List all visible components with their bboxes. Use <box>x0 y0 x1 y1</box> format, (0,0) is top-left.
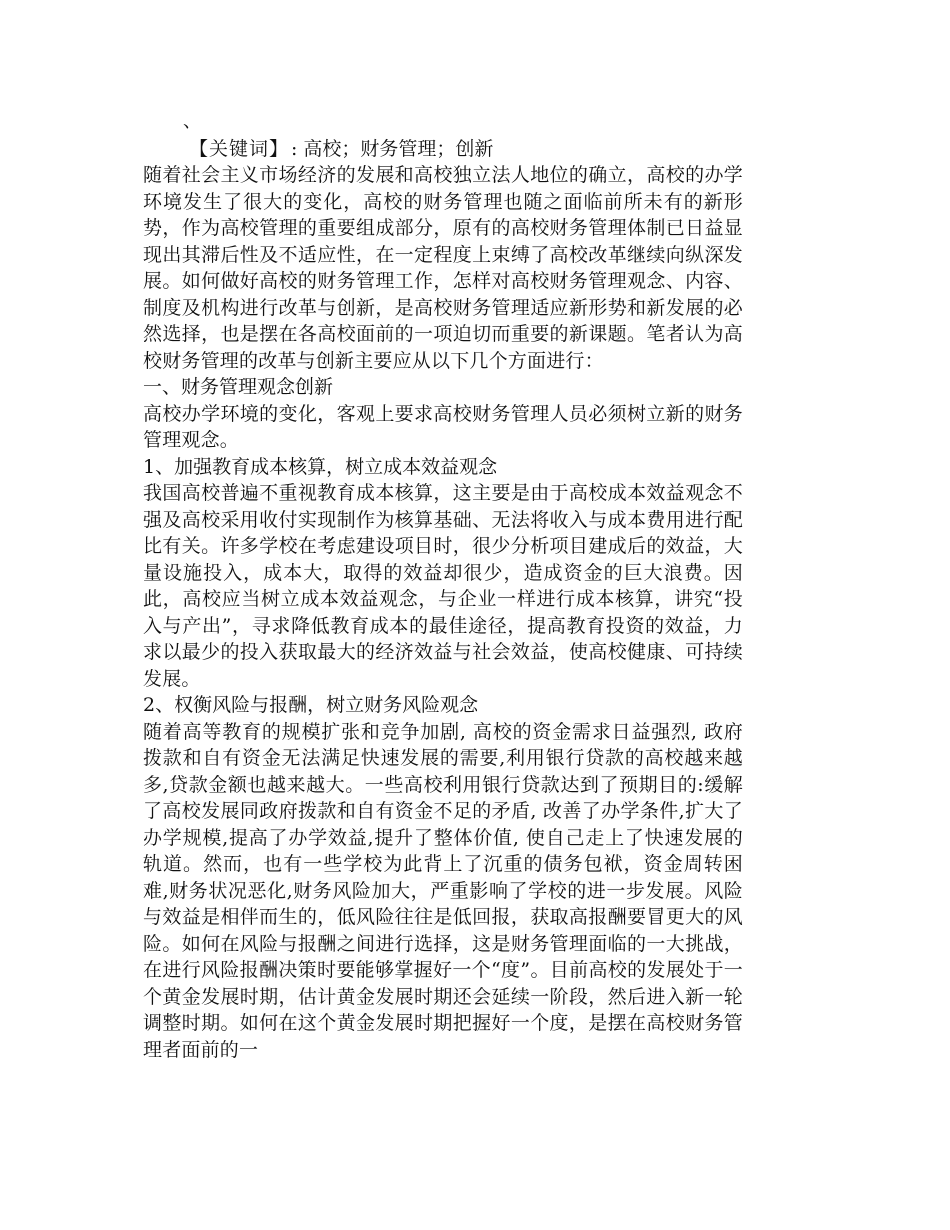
stray-mark: 、 <box>183 111 201 132</box>
intro-paragraph: 随着社会主义市场经济的发展和高校独立法人地位的确立，高校的办学环境发生了很大的变化，高校的财务管理也随之面临前所未有的新形势，作为高校管理的重要组成部分，原有的高校财务管理体制已日益显现出其滞后性及不适应性，在一定程度上束缚了高校改革继续向纵深发展。如何做好高校的财务管理工作，怎样对高校财务管理观念、内容、制度及机构进行改革与创新，是高校财务管理适应新形势和新发展的必然选择，也是摆在各高校面前的一项迫切而重要的新课题。笔者认为高校财务管理的改革与创新主要应从以下几个方面进行： <box>143 164 743 372</box>
keywords-line <box>189 136 743 162</box>
section-1-heading: 一、财务管理观念创新 <box>143 376 334 398</box>
subsection-1-paragraph: 我国高校普遍不重视教育成本核算，这主要是由于高校成本效益观念不强及高校采用收付实现制作为核算基础、无法将收入与成本费用进行配比有关。许多学校在考虑建设项目时，很少分析项目建成后的效益，大量设施投入，成本大，取得的效益却很少，造成资金的巨大浪费。因此，高校应当树立成本效益观念，与企业一样进行成本核算，讲究“投入与产出”，寻求降低教育成本的最佳途径，提高教育投资的效益，力求以最少的投入获取最大的经济效益与社会效益，使高校健康、可持续发展。 <box>143 482 743 690</box>
keywords-value: 高校；财务管理；创新 <box>303 138 494 160</box>
keywords-label: 【关键词】 <box>189 138 290 160</box>
subsection-2-heading: 2、权衡风险与报酬，树立财务风险观念 <box>143 694 479 716</box>
subsection-1-heading: 1、加强教育成本核算，树立成本效益观念 <box>143 455 498 478</box>
keywords-separator: : <box>291 138 298 160</box>
subsection-2-paragraph: 随着高等教育的规模扩张和竞争加剧, 高校的资金需求日益强烈, 政府拨款和自有资金无法满足快速发展的需要,利用银行贷款的高校越来越多,贷款金额也越来越大。一些高校利用银行贷款达到了预期目的:缓解了高校发展同政府拨款和自有资金不足的矛盾, 改善了办学条件,扩大了办学规模,提高了办学效益,提升了整体价值, 使自己走上了快速发展的轨道。然而，也有一些学校为此背上了沉重的债务包袱，资金周转困难,财务状况恶化,财务风险加大，严重影响了学校的进一步发展。风险与效益是相伴而生的，低风险往往是低回报，获取高报酬要冒更大的风险。如何在风险与报酬之间进行选择，这是财务管理面临的一大挑战，在进行风险报酬决策时要能够掌握好一个“度”。目前高校的发展处于一个黄金发展时期，估计黄金发展时期还会延续一阶段，然后进入新一轮调整时期。如何在这个黄金发展时期把握好一个度，是摆在高校财务管理者面前的一 <box>143 720 743 1061</box>
section-1-paragraph: 高校办学环境的变化，客观上要求高校财务管理人员必须树立新的财务管理观念。 <box>143 402 743 451</box>
document-page <box>143 112 743 1063</box>
